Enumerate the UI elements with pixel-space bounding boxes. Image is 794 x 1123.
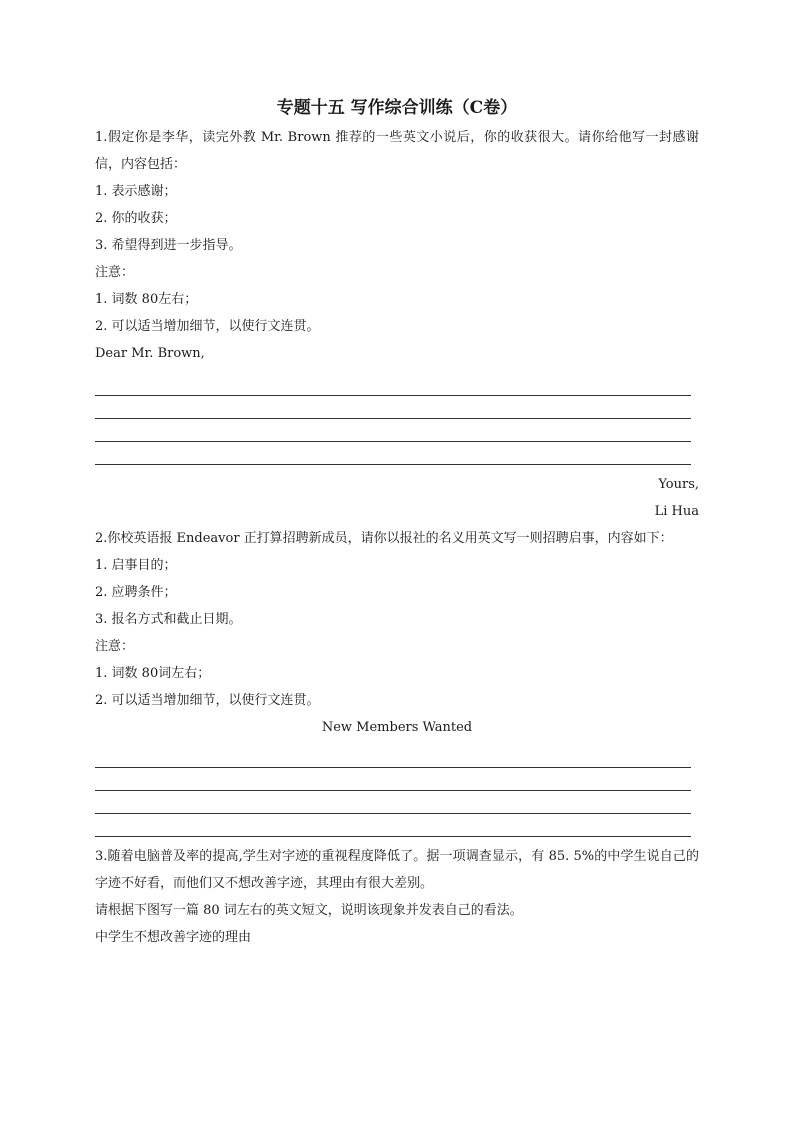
q1-note-label: 注意： xyxy=(95,265,135,280)
q3-chart-caption: 中学生不想改善字迹的理由 xyxy=(95,930,252,945)
answer-line xyxy=(95,396,691,419)
answer-line xyxy=(95,442,691,465)
answer-line xyxy=(95,419,691,442)
q2-heading: New Members Wanted xyxy=(321,720,473,735)
answer-line xyxy=(95,768,691,791)
q3-prompt: 3.随着电脑普及率的提高,学生对字迹的重视程度降低了。据一项调查显示，有 85. 5%的中学生说自己的字迹不好看，而他们又不想改善字迹，其理由有很大差别。 xyxy=(95,849,699,891)
q2-point-3: 3. 报名方式和截止日期。 xyxy=(95,612,242,627)
q2-point-2: 2. 应聘条件； xyxy=(95,585,177,600)
q1-closing: Yours, xyxy=(658,477,699,492)
q1-point-2: 2. 你的收获； xyxy=(95,211,177,226)
question-3 xyxy=(95,843,699,951)
q2-answer-lines xyxy=(95,745,691,837)
answer-line xyxy=(95,745,691,768)
answer-line xyxy=(95,791,691,814)
page-title: 专题十五 写作综合训练（C卷） xyxy=(276,98,518,118)
q1-signature: Li Hua xyxy=(654,504,699,519)
q1-prompt: 1.假定你是李华，读完外教 Mr. Brown 推荐的一些英文小说后，你的收获很大。请你给他写一封感谢信，内容包括： xyxy=(95,130,699,172)
q1-point-1: 1. 表示感谢； xyxy=(95,184,177,199)
worksheet-page xyxy=(95,92,699,951)
answer-line xyxy=(95,373,691,396)
q2-note-1: 1. 词数 80词左右； xyxy=(95,666,211,681)
question-2 xyxy=(95,525,699,837)
q1-point-3: 3. 希望得到进一步指导。 xyxy=(95,238,242,253)
answer-line xyxy=(95,814,691,837)
q2-note-2: 2. 可以适当增加细节，以使行文连贯。 xyxy=(95,693,320,708)
q2-note-label: 注意： xyxy=(95,639,135,654)
q1-note-1: 1. 词数 80左右； xyxy=(95,292,198,307)
q2-point-1: 1. 启事目的； xyxy=(95,558,177,573)
q1-answer-lines xyxy=(95,373,691,465)
q1-salutation: Dear Mr. Brown, xyxy=(95,346,205,361)
q2-prompt: 2.你校英语报 Endeavor 正打算招聘新成员，请你以报社的名义用英文写一则招聘启事，内容如下： xyxy=(95,531,673,546)
question-1 xyxy=(95,124,699,525)
q1-note-2: 2. 可以适当增加细节，以使行文连贯。 xyxy=(95,319,320,334)
q3-instruction: 请根据下图写一篇 80 词左右的英文短文，说明该现象并发表自己的看法。 xyxy=(95,903,523,918)
